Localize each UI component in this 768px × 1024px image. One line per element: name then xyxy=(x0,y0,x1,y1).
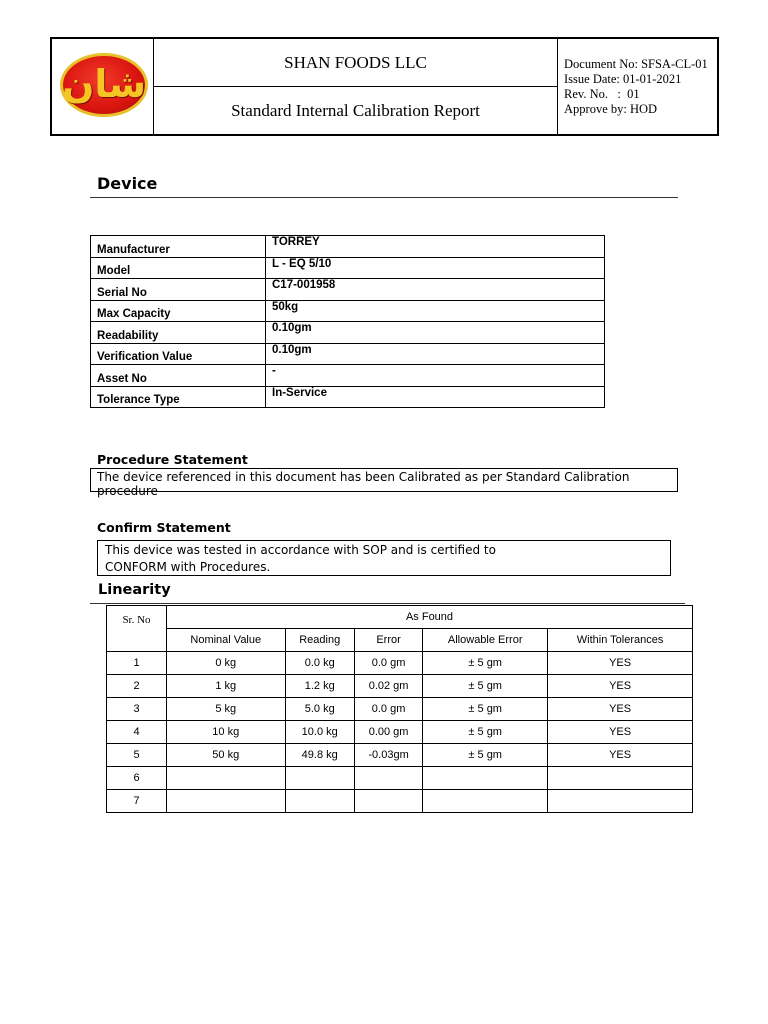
device-heading: Device xyxy=(97,174,158,193)
table-row xyxy=(107,652,693,675)
allowable-error-cell: ± 5 gm xyxy=(423,721,548,744)
sr-no-cell: 2 xyxy=(107,675,167,698)
table-row xyxy=(91,279,605,301)
error-cell: 0.0 gm xyxy=(354,652,422,675)
procedure-text: The device referenced in this document has been Calibrated as per Standard Calibration procedure xyxy=(97,470,630,498)
confirm-statement-box xyxy=(97,540,671,576)
row-label: Manufacturer xyxy=(91,236,266,258)
row-label: Asset No xyxy=(91,365,266,387)
sr-no-cell: 1 xyxy=(107,652,167,675)
device-divider xyxy=(90,197,678,198)
sr-no-cell: 7 xyxy=(107,790,167,813)
row-value: L - EQ 5/10 xyxy=(266,257,605,279)
row-label: Model xyxy=(91,257,266,279)
shan-logo-text: شان xyxy=(61,62,147,106)
table-row xyxy=(91,300,605,322)
table-row xyxy=(107,675,693,698)
row-value: In-Service xyxy=(266,386,605,408)
column-header: Error xyxy=(354,629,422,652)
header-center xyxy=(154,39,558,134)
within-tolerance-cell xyxy=(548,790,693,813)
column-header: Within Tolerances xyxy=(548,629,693,652)
procedure-heading: Procedure Statement xyxy=(97,452,248,467)
within-tolerance-cell: YES xyxy=(548,744,693,767)
table-row xyxy=(91,343,605,365)
company-name: SHAN FOODS LLC xyxy=(154,39,557,87)
error-cell: 0.00 gm xyxy=(354,721,422,744)
allowable-error-cell: ± 5 gm xyxy=(423,698,548,721)
table-row xyxy=(107,790,693,813)
row-label: Readability xyxy=(91,322,266,344)
rev-no: Rev. No. : 01 xyxy=(564,87,640,101)
table-row xyxy=(107,767,693,790)
within-tolerance-cell: YES xyxy=(548,652,693,675)
reading-cell: 5.0 kg xyxy=(285,698,354,721)
row-label: Serial No xyxy=(91,279,266,301)
linearity-table xyxy=(106,605,693,813)
nominal-value-cell: 10 kg xyxy=(167,721,286,744)
nominal-value-cell xyxy=(167,790,286,813)
error-cell: -0.03gm xyxy=(354,744,422,767)
row-label: Tolerance Type xyxy=(91,386,266,408)
table-row xyxy=(91,236,605,258)
table-header-row xyxy=(107,629,693,652)
nominal-value-cell xyxy=(167,767,286,790)
issue-date: Issue Date: 01-01-2021 xyxy=(564,72,682,86)
approve-by: Approve by: HOD xyxy=(564,102,658,116)
linearity-heading: Linearity xyxy=(98,582,171,598)
allowable-error-cell xyxy=(423,767,548,790)
error-cell xyxy=(354,790,422,813)
nominal-value-cell: 50 kg xyxy=(167,744,286,767)
table-row xyxy=(91,365,605,387)
row-value: 0.10gm xyxy=(266,343,605,365)
within-tolerance-cell: YES xyxy=(548,675,693,698)
report-title: Standard Internal Calibration Report xyxy=(231,101,480,120)
within-tolerance-cell xyxy=(548,767,693,790)
table-row xyxy=(91,257,605,279)
row-value: 50kg xyxy=(266,300,605,322)
reading-cell xyxy=(285,767,354,790)
nominal-value-cell: 1 kg xyxy=(167,675,286,698)
confirm-heading: Confirm Statement xyxy=(97,520,231,535)
sr-no-cell: 5 xyxy=(107,744,167,767)
table-row xyxy=(107,721,693,744)
document-header xyxy=(50,37,719,136)
confirm-line-1: This device was tested in accordance with SOP and is certified to xyxy=(105,543,496,557)
row-label: Max Capacity xyxy=(91,300,266,322)
reading-cell: 0.0 kg xyxy=(285,652,354,675)
within-tolerance-cell: YES xyxy=(548,698,693,721)
row-value: 0.10gm xyxy=(266,322,605,344)
logo-cell xyxy=(52,39,154,134)
table-row xyxy=(107,698,693,721)
as-found-header: As Found xyxy=(167,606,693,629)
table-row xyxy=(107,744,693,767)
reading-cell: 1.2 kg xyxy=(285,675,354,698)
allowable-error-cell: ± 5 gm xyxy=(423,652,548,675)
reading-cell: 10.0 kg xyxy=(285,721,354,744)
error-cell: 0.0 gm xyxy=(354,698,422,721)
document-no: Document No: SFSA-CL-01 xyxy=(564,57,708,71)
procedure-statement-box xyxy=(90,468,678,498)
column-header: Allowable Error xyxy=(423,629,548,652)
row-value: - xyxy=(266,365,605,387)
reading-cell: 49.8 kg xyxy=(285,744,354,767)
table-row xyxy=(91,322,605,344)
sr-no-cell: 6 xyxy=(107,767,167,790)
linearity-divider xyxy=(90,603,685,604)
row-value: C17-001958 xyxy=(266,279,605,301)
error-cell xyxy=(354,767,422,790)
nominal-value-cell: 5 kg xyxy=(167,698,286,721)
device-table xyxy=(90,235,605,408)
within-tolerance-cell: YES xyxy=(548,721,693,744)
sr-no-cell: 4 xyxy=(107,721,167,744)
row-value: TORREY xyxy=(266,236,605,258)
document-meta xyxy=(564,57,716,117)
allowable-error-cell: ± 5 gm xyxy=(423,675,548,698)
allowable-error-cell: ± 5 gm xyxy=(423,744,548,767)
table-row xyxy=(91,386,605,408)
reading-cell xyxy=(285,790,354,813)
sr-no-cell: 3 xyxy=(107,698,167,721)
column-header: Reading xyxy=(285,629,354,652)
sr-no-header: Sr. No xyxy=(107,606,167,652)
column-header: Nominal Value xyxy=(167,629,286,652)
error-cell: 0.02 gm xyxy=(354,675,422,698)
confirm-line-2: CONFORM with Procedures. xyxy=(105,559,271,574)
nominal-value-cell: 0 kg xyxy=(167,652,286,675)
row-label: Verification Value xyxy=(91,343,266,365)
allowable-error-cell xyxy=(423,790,548,813)
table-header-row xyxy=(107,606,693,629)
